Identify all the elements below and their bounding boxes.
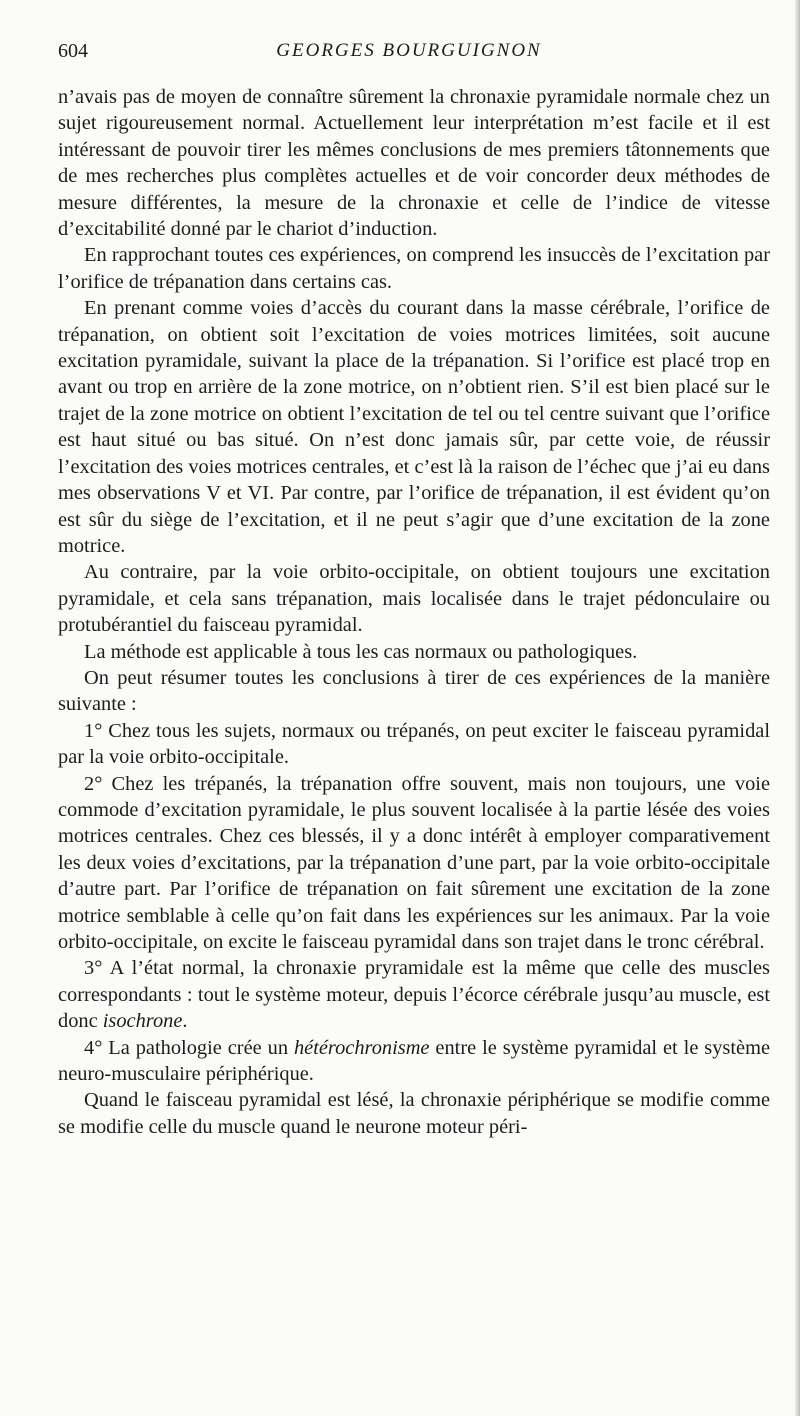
- page-header: [58, 40, 760, 70]
- conclusion-3-text: 3° A l’état normal, la chronaxie pryramidale est la même que celle des muscles correspondants : tout le système moteur, depuis l’écorce cérébrale jusqu’au muscle, est donc: [58, 957, 770, 1033]
- running-head: GEORGES BOURGUIGNON: [276, 40, 542, 61]
- paragraph-1: n’avais pas de moyen de connaître sûrement la chronaxie pyramidale normale chez un sujet rigoureusement normal. Actuellement leur interprétation m’est facile et il est intéressant de pouvoir tirer les mêmes conclusions de mes premiers tâtonnements que de mes recherches plus complètes actuelles et de voir concorder deux méthodes de mesure différentes, la mesure de la chronaxie et celle de l’indice de vitesse d’excitabilité donné par le chariot d’induction.: [58, 86, 770, 241]
- conclusion-3: [58, 955, 770, 1034]
- paragraph-2: En rapprochant toutes ces expériences, on comprend les insuccès de l’excitation par l’orifice de trépanation dans certains cas.: [58, 244, 770, 293]
- conclusion-2: 2° Chez les trépanés, la trépanation offre souvent, mais non toujours, une voie commode d’excitation pyramidale, le plus souvent localisée à la partie lésée des voies motrices centrales. Chez ces blessés, il y a donc intérêt à employer comparativement les deux voies d’excitations, par la trépanation d’une part, par la voie orbito-occipitale d’autre part. Par l’orifice de trépanation on fait sûrement une excitation de la zone motrice semblable à celle qu’on fait dans les expériences sur les animaux. Par la voie orbito-occipitale, on excite le faisceau pyramidal dans son trajet dans le tronc cérébral.: [58, 772, 770, 953]
- paragraph-final: Quand le faisceau pyramidal est lésé, la chronaxie périphérique se modifie comme se modifie celle du muscle quand le neurone moteur péri-: [58, 1089, 770, 1138]
- conclusion-3-tail: .: [182, 1010, 188, 1033]
- paragraph-3: En prenant comme voies d’accès du courant dans la masse cérébrale, l’orifice de trépanation, on obtient soit l’excitation de voies motrices limitées, soit aucune excitation pyramidale, suivant la place de la trépanation. Si l’orifice est placé trop en avant ou trop en arrière de la zone motrice, on n’obtient rien. S’il est bien placé sur le trajet de la zone motrice on obtient l’excitation de tel ou tel centre suivant que l’orifice est haut situé ou bas situé. On n’est donc jamais sûr, par cette voie, de réussir l’excitation des voies motrices centrales, et c’est là la raison de l’échec que j’ai eu dans mes observations V et VI. Par contre, par l’orifice de trépanation, il est évident qu’on est sûr du siège de l’excitation, et il ne peut s’agir que d’une excitation de la zone motrice.: [58, 297, 770, 557]
- heterochronisme-term: hétérochronisme: [293, 1036, 430, 1059]
- conclusion-4: [58, 1035, 770, 1088]
- page-number: 604: [58, 40, 88, 62]
- paragraph-6: On peut résumer toutes les conclusions à tirer de ces expériences de la manière suivante :: [58, 666, 770, 716]
- isochrone-term: isochrone: [102, 1010, 183, 1033]
- conclusion-4-text: 4° La pathologie crée un: [84, 1036, 294, 1059]
- conclusion-1: 1° Chez tous les sujets, normaux ou trépanés, on peut exciter le faisceau pyramidal par la voie orbito-occipitale.: [58, 719, 770, 769]
- conclusion-4-tail: entre le système pyramidal et le système neuro-musculaire périphérique.: [58, 1036, 770, 1086]
- paragraph-4: Au contraire, par la voie orbito-occipitale, on obtient toujours une excitation pyramidale, et cela sans trépanation, mais localisée dans le trajet pédonculaire ou protubérantiel du faisceau pyramidal.: [58, 561, 770, 637]
- paragraph-5: La méthode est applicable à tous les cas normaux ou pathologiques.: [84, 640, 638, 663]
- page-edge-shadow: [794, 0, 800, 1416]
- body-text: [58, 84, 770, 1140]
